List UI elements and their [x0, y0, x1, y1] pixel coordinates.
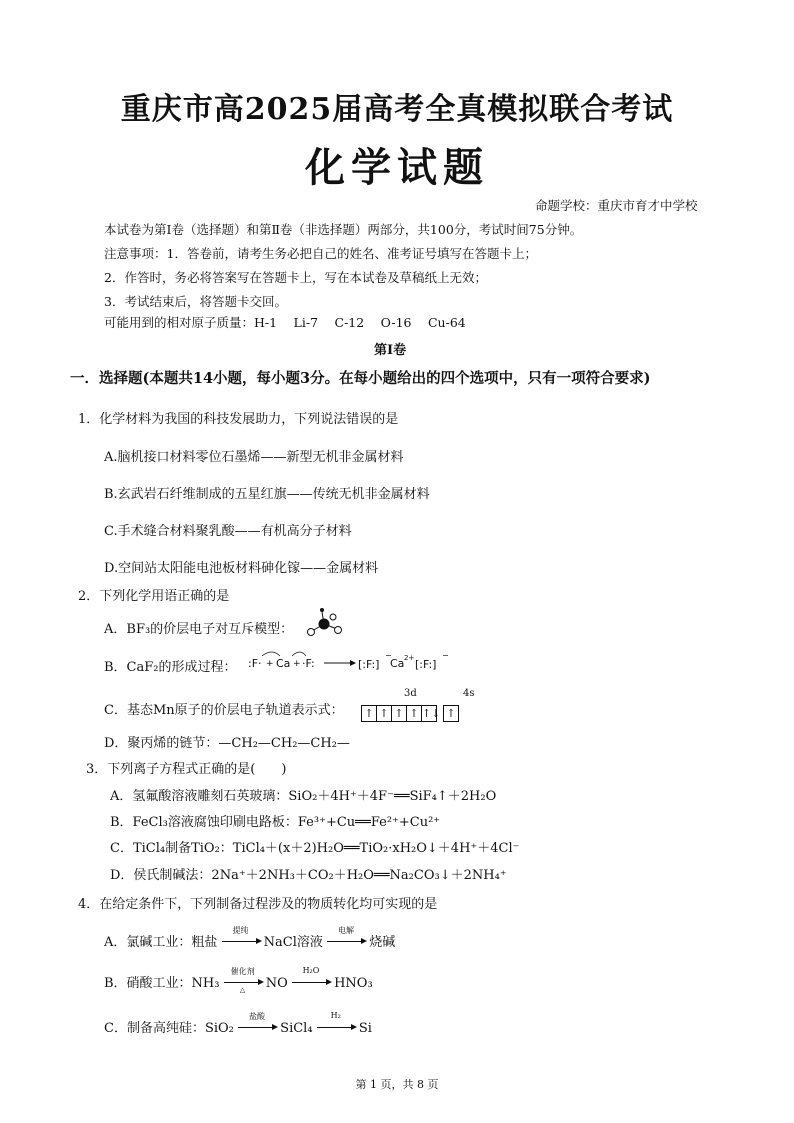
reaction-arrow: [238, 1012, 276, 1036]
q4-b-product: HNO₃: [334, 976, 373, 991]
q2-option-a: A．BF₃的价层电子对互斥模型：: [104, 622, 294, 637]
q4-c-start: C．制备高纯硅：SiO₂: [104, 1021, 234, 1036]
bf3-vsepr-model-figure: [300, 604, 348, 640]
q4-a-intermediate: NaCl溶液: [263, 935, 323, 950]
instructions-intro: 本试卷为第Ⅰ卷（选择题）和第Ⅱ卷（非选择题）两部分，共100分，考试时间75分钟。: [104, 222, 583, 237]
reaction-arrow: [317, 1011, 355, 1036]
arrow-condition-below: △: [239, 986, 246, 994]
q4-a-start: A．氯碱工业：粗盐: [104, 935, 218, 950]
orbital-box: ↑: [391, 705, 407, 722]
caf2-formation-diagram: [244, 648, 454, 678]
q4-option-c: [104, 1011, 372, 1036]
q4-stem: 4．在给定条件下，下列制备过程涉及的物质转化均可实现的是: [78, 897, 438, 912]
q4-c-product: Si: [358, 1021, 372, 1036]
svg-text:+: +: [266, 659, 274, 669]
reaction-arrow: [327, 926, 365, 950]
arrow-condition: 提纯: [232, 926, 249, 935]
arrow-condition: 盐酸: [249, 1012, 266, 1021]
q3-option-a: A．氢氟酸溶液雕刻石英玻璃：SiO₂＋4H⁺＋4F⁻══SiF₄↑＋2H₂O: [110, 789, 497, 804]
q3-stem: 3．下列离子方程式正确的是( ): [86, 762, 287, 777]
svg-text:Ca: Ca: [276, 657, 291, 670]
q1-option-a: A.脑机接口材料零位石墨烯——新型无机非金属材料: [104, 450, 404, 465]
q2-stem: 2．下列化学用语正确的是: [78, 589, 230, 604]
svg-text:·F:: ·F:: [302, 657, 315, 670]
instructions-note-3: 3．考试结束后，将答题卡交回。: [104, 294, 287, 309]
q4-option-a: [104, 926, 396, 950]
orbital-label-3d: 3d: [404, 688, 417, 699]
svg-text:−: −: [442, 651, 449, 660]
reaction-arrow: [222, 926, 260, 950]
q4-a-product: 烧碱: [369, 935, 396, 950]
orbital-box: ↑: [361, 705, 377, 722]
school-line: 命题学校：重庆市育才中学校: [535, 198, 698, 213]
section-heading: 一．选择题(本题共14小题，每小题3分。在每小题给出的四个选项中，只有一项符合要求): [70, 370, 651, 387]
page-footer: 第 1 页，共 8 页: [355, 1078, 439, 1091]
orbital-box: ↑: [443, 705, 459, 722]
arrow-condition: H₂: [330, 1011, 341, 1020]
q1-option-c: C.手术缝合材料聚乳酸——有机高分子材料: [104, 524, 352, 539]
reaction-arrow: [224, 967, 262, 994]
q2-option-c: C．基态Mn原子的价层电子轨道表示式：: [104, 703, 344, 718]
instructions-note-2: 2．作答时，务必将答案写在答题卡上，写在本试卷及草稿纸上无效；: [104, 270, 487, 285]
orbital-box: ↑: [376, 705, 392, 722]
subject-title: 化学试题: [305, 144, 489, 191]
exam-title: 重庆市高2025届高考全真模拟联合考试: [120, 92, 674, 127]
q1-option-b: B.玄武岩石纤维制成的五星红旗——传统无机非金属材料: [104, 487, 430, 502]
orbital-label-4s: 4s: [463, 688, 475, 699]
arrow-condition: H₂O: [302, 966, 320, 975]
svg-text:[:F:]: [:F:]: [415, 658, 437, 671]
q4-b-start: B．硝酸工业：NH₃: [104, 976, 220, 991]
q2-option-d: D．聚丙烯的链节：—CH₂—CH₂—CH₂—: [104, 736, 350, 751]
q2-option-b: B．CaF₂的形成过程：: [104, 660, 237, 675]
reaction-arrow: [292, 966, 330, 991]
svg-text:−: −: [385, 651, 392, 660]
orbital-box: ↑: [406, 705, 422, 722]
q1-option-d: D.空间站太阳能电池板材料砷化镓——金属材料: [104, 561, 379, 576]
orbital-box: ↑↓: [422, 707, 441, 720]
svg-text:2+: 2+: [404, 654, 415, 662]
arrow-condition: 电解: [338, 926, 355, 935]
q3-option-d: D．侯氏制碱法：2Na⁺＋2NH₃＋CO₂＋H₂O══Na₂CO₃↓＋2NH₄⁺: [110, 868, 507, 883]
q4-c-intermediate: SiCl₄: [280, 1021, 313, 1036]
svg-text::F·: :F·: [248, 657, 262, 670]
q3-option-b: B．FeCl₃溶液腐蚀印刷电路板：Fe³⁺+Cu══Fe²⁺+Cu²⁺: [110, 815, 441, 830]
arrow-condition: 催化剂: [230, 967, 255, 976]
orbital-diagram: [362, 703, 459, 722]
q3-option-c: C．TiCl₄制备TiO₂：TiCl₄＋(x＋2)H₂O══TiO₂·xH₂O↓＋4H⁺＋4Cl⁻: [110, 841, 520, 856]
part-title: 第Ⅰ卷: [374, 343, 407, 358]
q1-stem: 1．化学材料为我国的科技发展助力，下列说法错误的是: [78, 412, 399, 427]
svg-text:+: +: [293, 659, 301, 669]
q4-option-b: [104, 966, 373, 994]
q4-b-intermediate: NO: [265, 976, 288, 991]
svg-text:[:F:]: [:F:]: [358, 658, 380, 671]
instructions-note-1: 注意事项：1．答卷前，请考生务必把自己的姓名、准考证号填写在答题卡上；: [104, 246, 537, 261]
svg-text:Ca: Ca: [390, 657, 405, 670]
atomic-masses: 可能用到的相对原子质量：H-1 Li-7 C-12 O-16 Cu-64: [104, 315, 466, 330]
